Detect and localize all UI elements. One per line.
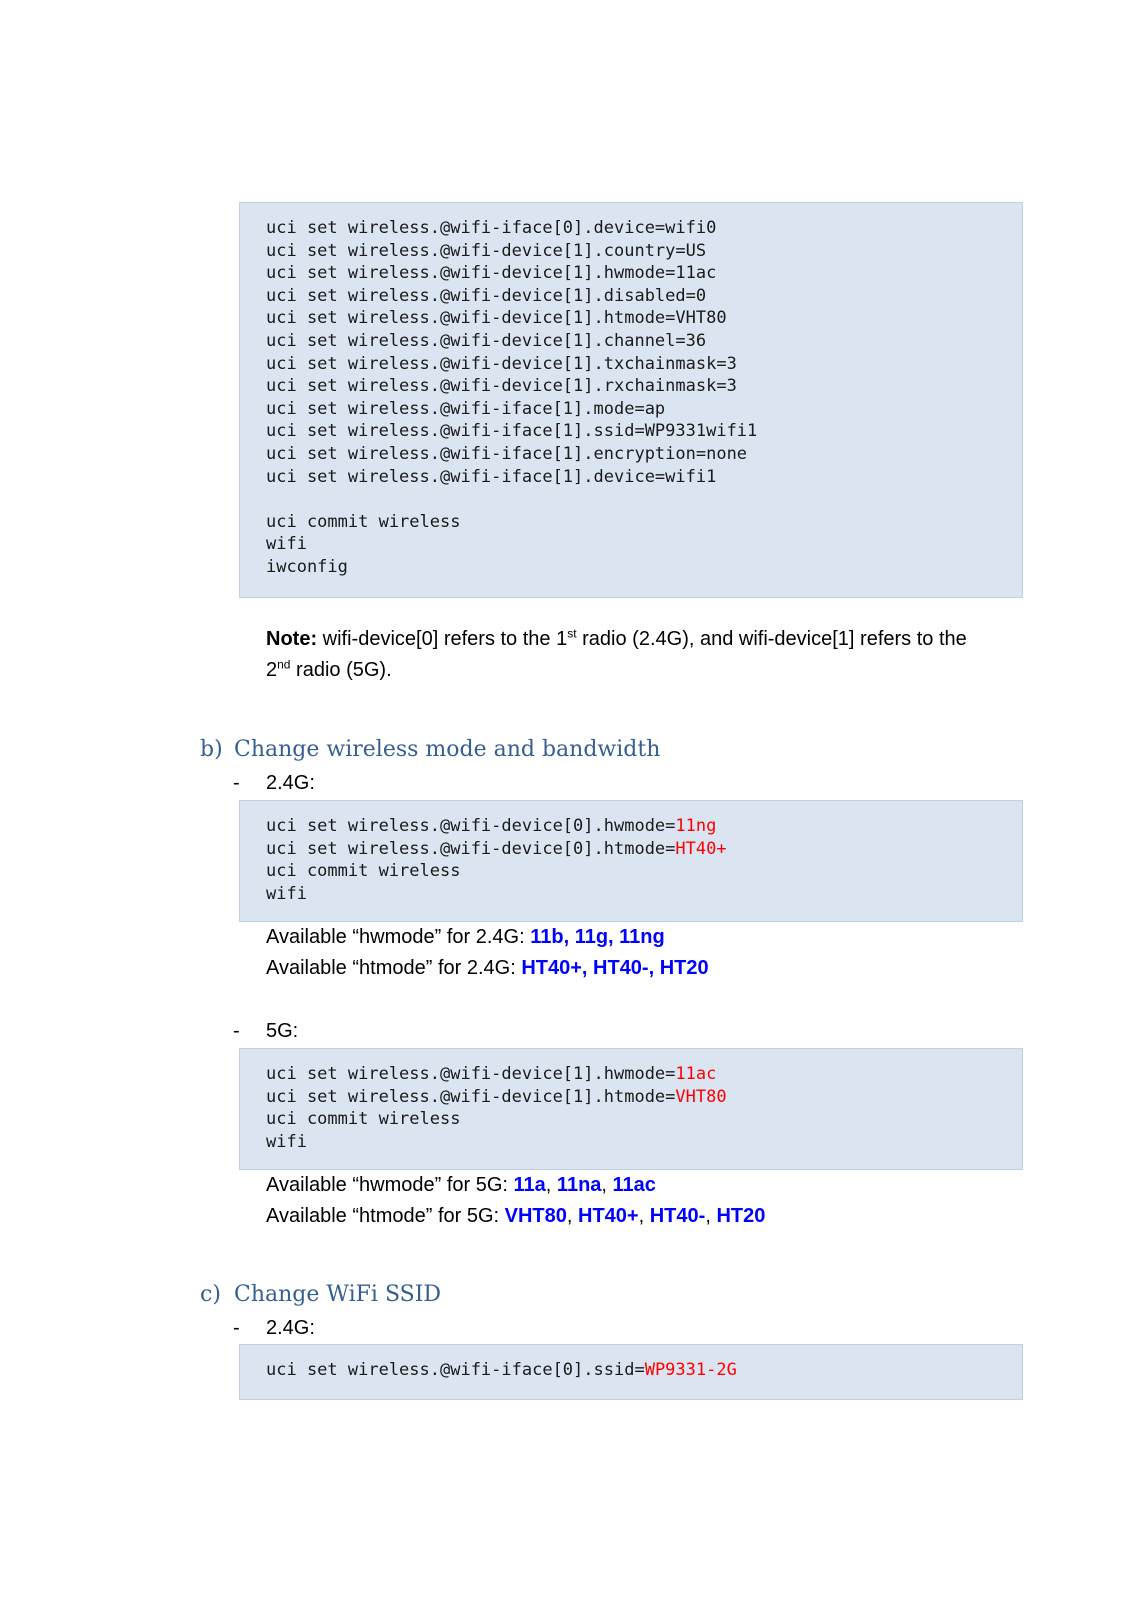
- code-line: wifi: [266, 534, 307, 555]
- note-text-3: 2: [266, 659, 278, 681]
- code-line: wifi: [266, 1131, 307, 1152]
- section-b-5g-label: 5G:: [266, 1020, 299, 1042]
- note-text-4: radio (5G).: [296, 659, 392, 681]
- section-c-24g-label: 2.4G:: [266, 1317, 315, 1339]
- code-highlight: HT40+: [675, 838, 727, 859]
- hwmode-24g-values: 11b, 11g, 11ng: [530, 926, 665, 948]
- code-line: wifi: [266, 883, 307, 904]
- code-line: uci set wireless.@wifi-iface[1].ssid=WP9331wifi1: [266, 421, 758, 442]
- note-text-1: wifi-device[0] refers to the 1: [322, 628, 568, 650]
- code-line: [266, 488, 1022, 511]
- hwmode-24g-line: Available “hwmode” for 2.4G: 11b, 11g, 11ng: [266, 926, 665, 948]
- note-label: Note:: [266, 628, 318, 650]
- section-c-title: Change WiFi SSID: [234, 1282, 442, 1307]
- code-highlight: WP9331-2G: [644, 1360, 737, 1380]
- code-line: uci commit wireless: [266, 511, 461, 532]
- code-line: uci set wireless.@wifi-iface[0].ssid=WP9331-2G: [266, 1360, 737, 1380]
- code-line: iwconfig: [266, 556, 348, 577]
- section-b-24g-label: 2.4G:: [266, 772, 315, 794]
- code-line: uci set wireless.@wifi-iface[1].mode=ap: [266, 398, 666, 419]
- bullet-dash: -: [233, 772, 240, 794]
- code-line: uci set wireless.@wifi-device[1].country=US: [266, 240, 707, 261]
- code-line: uci set wireless.@wifi-iface[1].device=wifi1: [266, 466, 717, 487]
- code-block-ssid: [239, 1344, 1023, 1400]
- code-line: uci set wireless.@wifi-device[1].rxchainmask=3: [266, 376, 737, 397]
- code-line: uci set wireless.@wifi-iface[0].device=wifi0: [266, 218, 717, 238]
- bullet-dash: -: [233, 1317, 240, 1339]
- code-line: uci set wireless.@wifi-device[1].htmode=VHT80: [266, 1086, 727, 1107]
- note-line-1: [266, 628, 967, 651]
- code-line: uci set wireless.@wifi-device[1].htmode=VHT80: [266, 308, 727, 329]
- htmode-24g-values: HT40+, HT40-, HT20: [521, 957, 709, 979]
- code-line: uci set wireless.@wifi-iface[1].encryption=none: [266, 443, 748, 464]
- code-line: uci set wireless.@wifi-device[1].disabled=0: [266, 285, 707, 306]
- section-c-letter: c): [200, 1282, 221, 1307]
- note-text-2: radio (2.4G), and wifi-device[1] refers to the: [582, 628, 967, 650]
- code-highlight: 11ng: [675, 816, 717, 836]
- section-b-heading: [200, 737, 660, 762]
- section-b-letter: b): [200, 737, 223, 762]
- code-highlight: VHT80: [675, 1086, 727, 1107]
- code-highlight: 11ac: [675, 1064, 717, 1084]
- hwmode-5g-line: Available “hwmode” for 5G: 11a, 11na, 11ac: [266, 1174, 656, 1196]
- code-line: uci set wireless.@wifi-device[1].hwmode=11ac: [266, 263, 717, 284]
- code-line: uci set wireless.@wifi-device[1].txchainmask=3: [266, 353, 737, 374]
- htmode-5g-line: Available “htmode” for 5G: VHT80, HT40+, HT40-, HT20: [266, 1205, 766, 1227]
- code-line: uci commit wireless: [266, 861, 461, 882]
- note-line-2: [266, 659, 392, 682]
- bullet-dash: -: [233, 1020, 240, 1042]
- code-line: uci set wireless.@wifi-device[0].hwmode=11ng: [266, 816, 717, 836]
- code-line: uci set wireless.@wifi-device[0].htmode=HT40+: [266, 838, 727, 859]
- code-block-5g-mode: [239, 1048, 1023, 1170]
- code-line: uci set wireless.@wifi-device[1].channel=36: [266, 330, 707, 351]
- section-c-heading: [200, 1282, 441, 1307]
- code-block-24g-mode: [239, 800, 1023, 922]
- note-sup-2: nd: [277, 657, 291, 672]
- htmode-24g-line: Available “htmode” for 2.4G: HT40+, HT40-, HT20: [266, 957, 709, 979]
- code-line: uci set wireless.@wifi-device[1].hwmode=11ac: [266, 1064, 717, 1084]
- note-sup-1: st: [567, 626, 577, 641]
- section-b-title: Change wireless mode and bandwidth: [234, 737, 661, 762]
- code-line: uci commit wireless: [266, 1109, 461, 1130]
- code-block-wireless-config: [239, 202, 1023, 598]
